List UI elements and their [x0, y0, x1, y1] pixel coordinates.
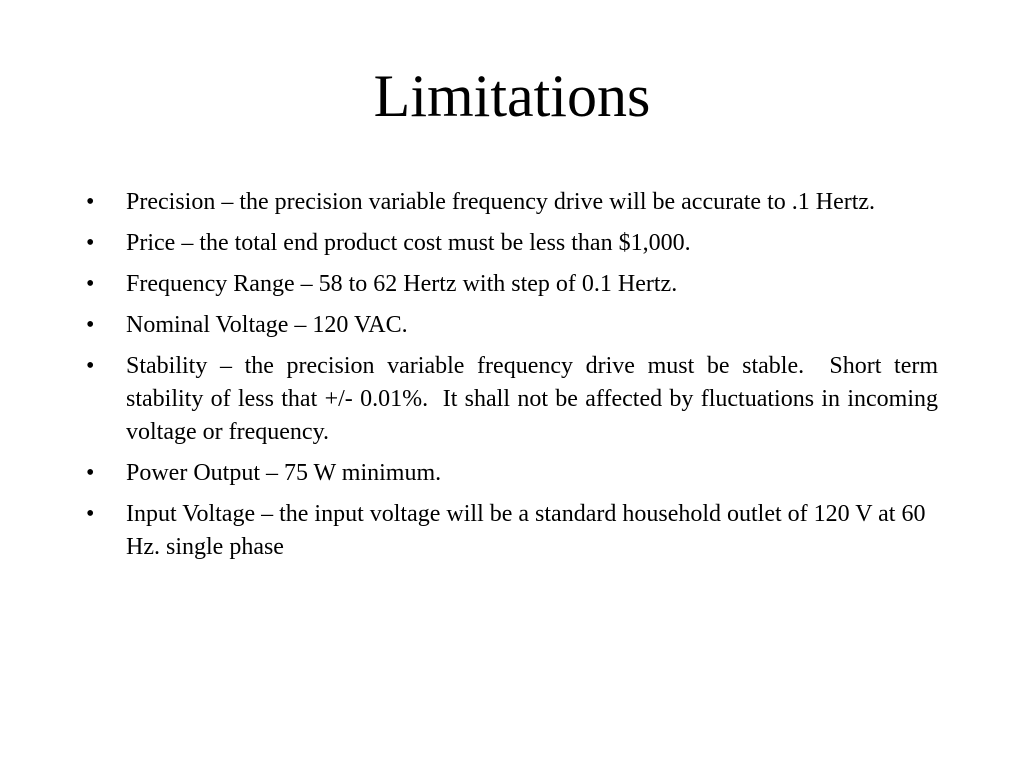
list-item-text: Nominal Voltage – 120 VAC. [126, 312, 408, 338]
bullet-icon: • [86, 353, 95, 379]
list-item-text: Price – the total end product cost must be less than $1,000. [126, 230, 691, 256]
list-item-text: Frequency Range – 58 to 62 Hertz with step of 0.1 Hertz. [126, 271, 678, 297]
list-item-precision [86, 186, 938, 219]
bullet-icon: • [86, 460, 95, 486]
list-item-text: Precision – the precision variable frequency drive will be accurate to .1 Hertz. [126, 189, 876, 215]
bullet-icon: • [86, 189, 95, 215]
list-item-input-voltage [86, 498, 938, 564]
list-item-text: Input Voltage – the input voltage will be a standard household outlet of 120 V at 60 Hz. single phase [126, 501, 932, 560]
list-item-text: Stability – the precision variable frequency drive must be stable. Short term stability of less that +/- 0.01%. It shall not be affected by fluctuations in incoming voltage or frequency. [126, 353, 944, 445]
bullet-list [86, 186, 944, 572]
slide-title: Limitations [373, 63, 651, 129]
list-item-power-output [86, 457, 938, 490]
bullet-icon: • [86, 501, 95, 527]
bullet-icon: • [86, 230, 95, 256]
list-item-frequency-range [86, 268, 938, 301]
list-item-text: Power Output – 75 W minimum. [126, 460, 442, 486]
list-item-stability [86, 350, 944, 449]
bullet-icon: • [86, 312, 95, 338]
list-item-price [86, 227, 938, 260]
bullet-icon: • [86, 271, 95, 297]
list-item-nominal-voltage [86, 309, 938, 342]
